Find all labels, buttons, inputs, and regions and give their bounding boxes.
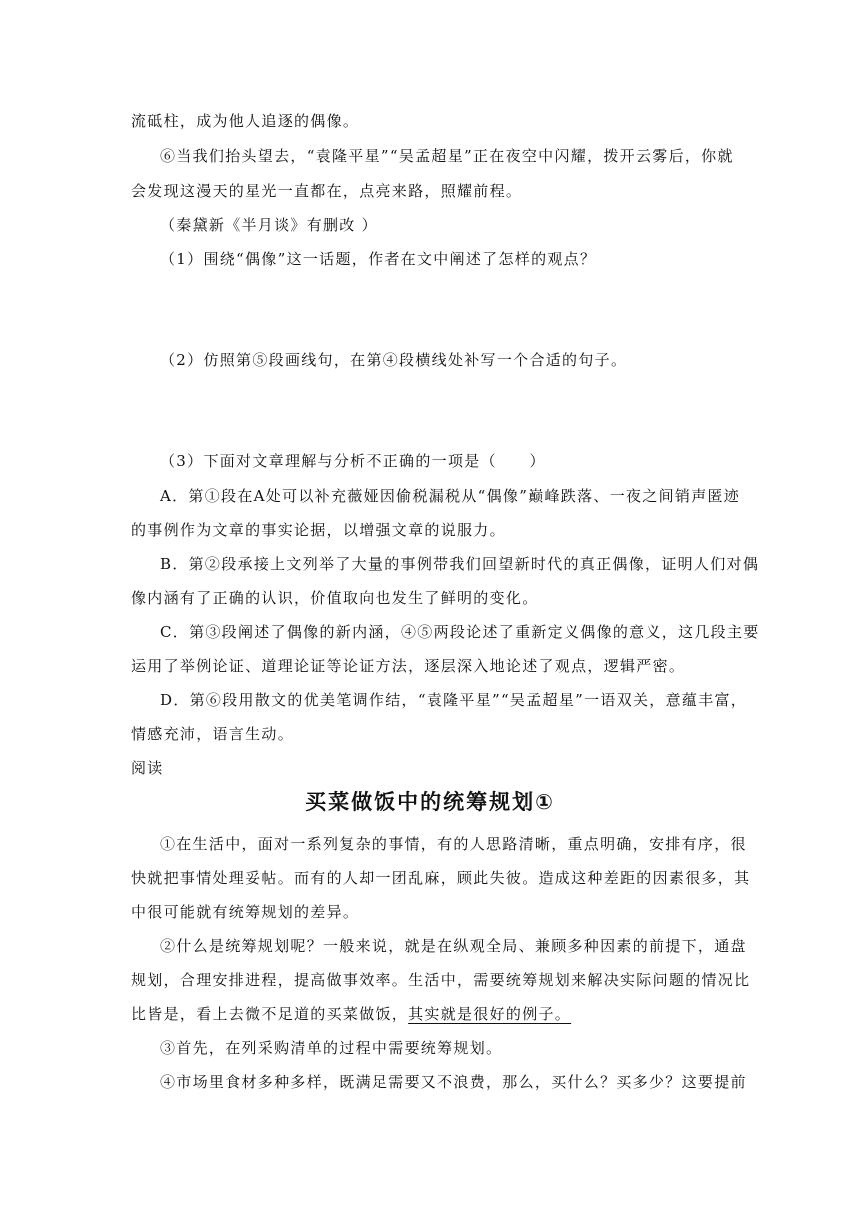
passage2-paragraph2-line3-text: 比皆是，看上去微不足道的买菜做饭， <box>131 1005 409 1023</box>
passage2-paragraph1-line2: 快就把事情处理妥帖。而有的人却一团乱麻，顾此失彼。造成这种差距的因素很多，其 <box>131 869 751 887</box>
passage1-source: （秦黛新《半月谈》有删改 ） <box>160 216 378 234</box>
passage2-paragraph4-line1: ④市场里食材多种多样，既满足需要又不浪费，那么，买什么？买多少？这要提前 <box>160 1073 747 1091</box>
option-b-line1: B．第②段承接上文列举了大量的事例带我们回望新时代的真正偶像，证明人们对偶 <box>160 555 760 573</box>
underlined-example-phrase: 其实就是很好的例子。 <box>408 1005 572 1023</box>
option-d-line1: D．第⑥段用散文的优美笔调作结，“袁隆平星”“吴孟超星”一语双关，意蕴丰富， <box>160 691 748 709</box>
option-c-line1: C．第③段阐述了偶像的新内涵，④⑤两段论述了重新定义偶像的意义，这几段主要 <box>160 623 760 641</box>
option-c-line2: 运用了举例论证、道理论证等论证方法，逐层深入地论述了观点，逻辑严密。 <box>131 657 686 675</box>
question-2: （2）仿照第⑤段画线句，在第④段横线处补写一个合适的句子。 <box>160 351 628 369</box>
passage2-paragraph3: ③首先，在列采购清单的过程中需要统筹规划。 <box>160 1039 503 1057</box>
option-b-line2: 像内涵有了正确的认识，价值取向也发生了鲜明的变化。 <box>131 589 539 607</box>
question-3: （3）下面对文章理解与分析不正确的一项是（ ） <box>160 452 546 470</box>
passage1-continuation: 流砥柱，成为他人追逐的偶像。 <box>131 112 360 130</box>
passage2-paragraph2-line1: ②什么是统筹规划呢？一般来说，就是在纵观全局、兼顾多种因素的前提下，通盘 <box>160 937 747 955</box>
section-label: 阅读 <box>131 759 164 777</box>
passage1-paragraph6-line2: 会发现这漫天的星光一直都在，点亮来路，照耀前程。 <box>131 182 523 200</box>
passage2-paragraph1-line3: 中很可能就有统筹规划的差异。 <box>131 903 360 921</box>
option-a-line1: A．第①段在A处可以补充薇娅因偷税漏税从“偶像”巅峰跌落、一夜之间销声匿迹 <box>160 487 741 505</box>
passage2-title: 买菜做饭中的统筹规划① <box>305 790 555 814</box>
passage1-paragraph6-line1: ⑥当我们抬头望去，“袁隆平星”“吴孟超星”正在夜空中闪耀，拨开云雾后，你就 <box>160 147 734 165</box>
passage2-paragraph2-line2: 规划，合理安排进程，提高做事效率。生活中，需要统筹规划来解决实际问题的情况比 <box>131 971 751 989</box>
option-a-line2: 的事例作为文章的事实论据，以增强文章的说服力。 <box>131 521 506 539</box>
passage2-paragraph2-line3 <box>131 1003 571 1024</box>
question-1: （1）围绕“偶像”这一话题，作者在文中阐述了怎样的观点？ <box>160 250 597 268</box>
option-d-line2: 情感充沛，语言生动。 <box>131 725 295 743</box>
passage2-paragraph1-line1: ①在生活中，面对一系列复杂的事情，有的人思路清晰，重点明确，安排有序，很 <box>160 835 747 853</box>
